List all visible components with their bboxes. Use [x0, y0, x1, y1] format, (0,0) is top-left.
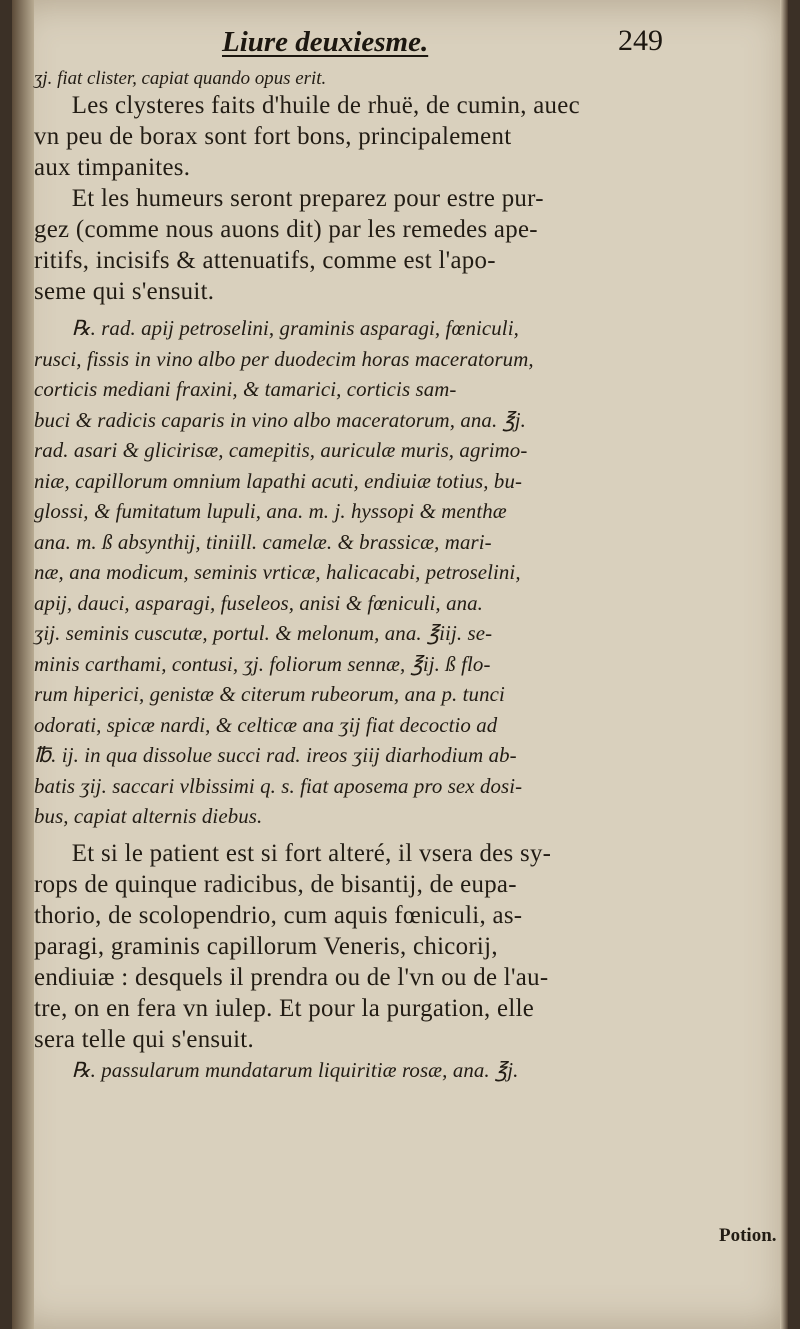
book-page: [12, 0, 788, 1329]
text-line: ʒij. seminis cuscutæ, portul. & melonum, ana. ℥iij. se-: [34, 621, 493, 645]
text-line: næ, ana modicum, seminis vrticæ, halicacabi, petroselini,: [34, 560, 521, 584]
text-line: Et si le patient est si fort alteré, il vsera des sy-: [71, 839, 552, 867]
text-line: ℔. ij. in qua dissolue succi rad. ireos ʒiij diarhodium ab-: [34, 743, 517, 767]
page-number: 249: [618, 24, 663, 57]
running-title: Liure deuxiesme.: [222, 26, 429, 58]
text-line: paragi, graminis capillorum Veneris, chicorij,: [34, 932, 498, 960]
text-line: sera telle qui s'ensuit.: [34, 1025, 255, 1053]
text-line: corticis mediani fraxini, & tamarici, corticis sam-: [34, 377, 457, 401]
binding-gutter: [12, 0, 34, 1329]
text-line: batis ʒij. saccari vlbissimi q. s. fiat aposema pro sex dosi-: [34, 773, 523, 798]
text-line: rusci, fissis in vino albo per duodecim horas maceratorum,: [34, 346, 534, 371]
text-line: apij, dauci, asparagi, fuseleos, anisi & fœniculi, ana.: [34, 590, 483, 615]
margin-note: Potion.: [719, 1225, 777, 1246]
text-line: rum hiperici, genistæ & citerum rubeorum, ana p. tunci: [34, 682, 505, 706]
text-line: ʒj. fiat clister, capiat quando opus erit.: [34, 68, 327, 89]
text-line: tre, on en fera vn iulep. Et pour la purgation, elle: [34, 994, 535, 1022]
text-line: glossi, & fumitatum lupuli, ana. m. j. hyssopi & menthæ: [34, 499, 507, 523]
page-edge: [780, 0, 788, 1329]
text-line: thorio, de scolopendrio, cum aquis fœniculi, as-: [34, 901, 523, 929]
text-line: endiuiæ : desquels il prendra ou de l'vn ou de l'au-: [34, 963, 549, 991]
text-line: Les clysteres faits d'huile de rhuë, de cumin, auec: [71, 92, 580, 119]
text-line: Et les humeurs seront preparez pour estre pur-: [71, 185, 544, 212]
text-line: ana. m. ß absynthij, tiniill. camelæ. & brassicæ, mari-: [34, 529, 492, 554]
text-line: buci & radicis caparis in vino albo maceratorum, ana. ℥j.: [34, 407, 526, 432]
text-line: rad. asari & glicirisæ, camepitis, auriculæ muris, agrimo-: [34, 438, 528, 462]
text-line: odorati, spicæ nardi, & celticæ ana ʒij fiat decoctio ad: [34, 712, 498, 737]
text-line: bus, capiat alternis diebus.: [34, 804, 263, 828]
text-line: vn peu de borax sont fort bons, principalement: [34, 123, 512, 150]
text-line: gez (comme nous auons dit) par les remedes ape-: [34, 216, 538, 243]
text-line: niæ, capillorum omnium lapathi acuti, endiuiæ totius, bu-: [34, 468, 523, 493]
text-line: ritifs, incisifs & attenuatifs, comme est l'apo-: [34, 247, 496, 274]
text-line: seme qui s'ensuit.: [34, 278, 215, 305]
text-line: ℞. rad. apij petroselini, graminis asparagi, fœniculi,: [71, 316, 519, 340]
text-line: minis carthami, contusi, ʒj. foliorum sennæ, ℥ij. ß flo-: [34, 651, 491, 676]
body-text: [34, 68, 694, 1085]
text-line: aux timpanites.: [34, 154, 191, 181]
text-line: ℞. passularum mundatarum liquiritiæ rosæ, ana. ℥j.: [71, 1057, 519, 1082]
text-line: rops de quinque radicibus, de bisantij, de eupa-: [34, 870, 517, 898]
page-header: [12, 18, 788, 62]
